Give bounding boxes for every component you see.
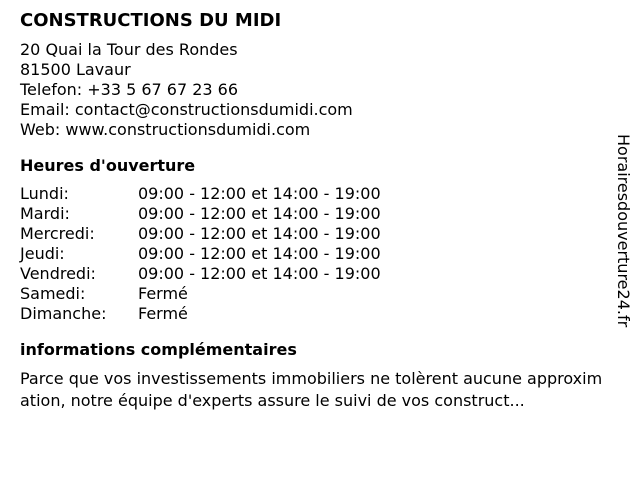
hours-time: 09:00 - 12:00 et 14:00 - 19:00	[138, 184, 381, 203]
hours-time: 09:00 - 12:00 et 14:00 - 19:00	[138, 264, 381, 283]
hours-row-wednesday	[20, 224, 610, 244]
hours-row-friday	[20, 264, 610, 284]
hours-time: 09:00 - 12:00 et 14:00 - 19:00	[138, 244, 381, 263]
company-name: CONSTRUCTIONS DU MIDI	[20, 10, 282, 31]
address-line-2: 81500 Lavaur	[20, 60, 131, 79]
email-line[interactable]: Email: contact@constructionsdumidi.com	[20, 100, 353, 119]
hours-row-thursday	[20, 244, 610, 264]
watermark-vertical: Horairesdouverture24.fr	[614, 134, 633, 328]
hours-row-sunday	[20, 304, 610, 324]
hours-day: Vendredi:	[20, 264, 96, 283]
web-line[interactable]: Web: www.constructionsdumidi.com	[20, 120, 311, 139]
hours-day: Samedi:	[20, 284, 86, 303]
hours-day: Mercredi:	[20, 224, 95, 243]
hours-time: Fermé	[138, 284, 188, 303]
phone-line[interactable]: Telefon: +33 5 67 67 23 66	[20, 80, 239, 99]
info-heading: informations complémentaires	[20, 340, 297, 359]
hours-day: Mardi:	[20, 204, 70, 223]
business-listing	[20, 10, 610, 412]
hours-day: Lundi:	[20, 184, 69, 203]
address-line-1: 20 Quai la Tour des Rondes	[20, 40, 238, 59]
hours-row-tuesday	[20, 204, 610, 224]
hours-heading: Heures d'ouverture	[20, 156, 196, 175]
hours-table	[20, 184, 610, 324]
hours-time: Fermé	[138, 304, 188, 323]
hours-time: 09:00 - 12:00 et 14:00 - 19:00	[138, 224, 381, 243]
hours-day: Dimanche:	[20, 304, 107, 323]
hours-row-monday	[20, 184, 610, 204]
hours-time: 09:00 - 12:00 et 14:00 - 19:00	[138, 204, 381, 223]
info-description: Parce que vos investissements immobiliers ne tolèrent aucune approximation, notre équipe d'experts assure le suivi de vos construct...	[20, 369, 603, 410]
hours-row-saturday	[20, 284, 610, 304]
hours-day: Jeudi:	[20, 244, 65, 263]
